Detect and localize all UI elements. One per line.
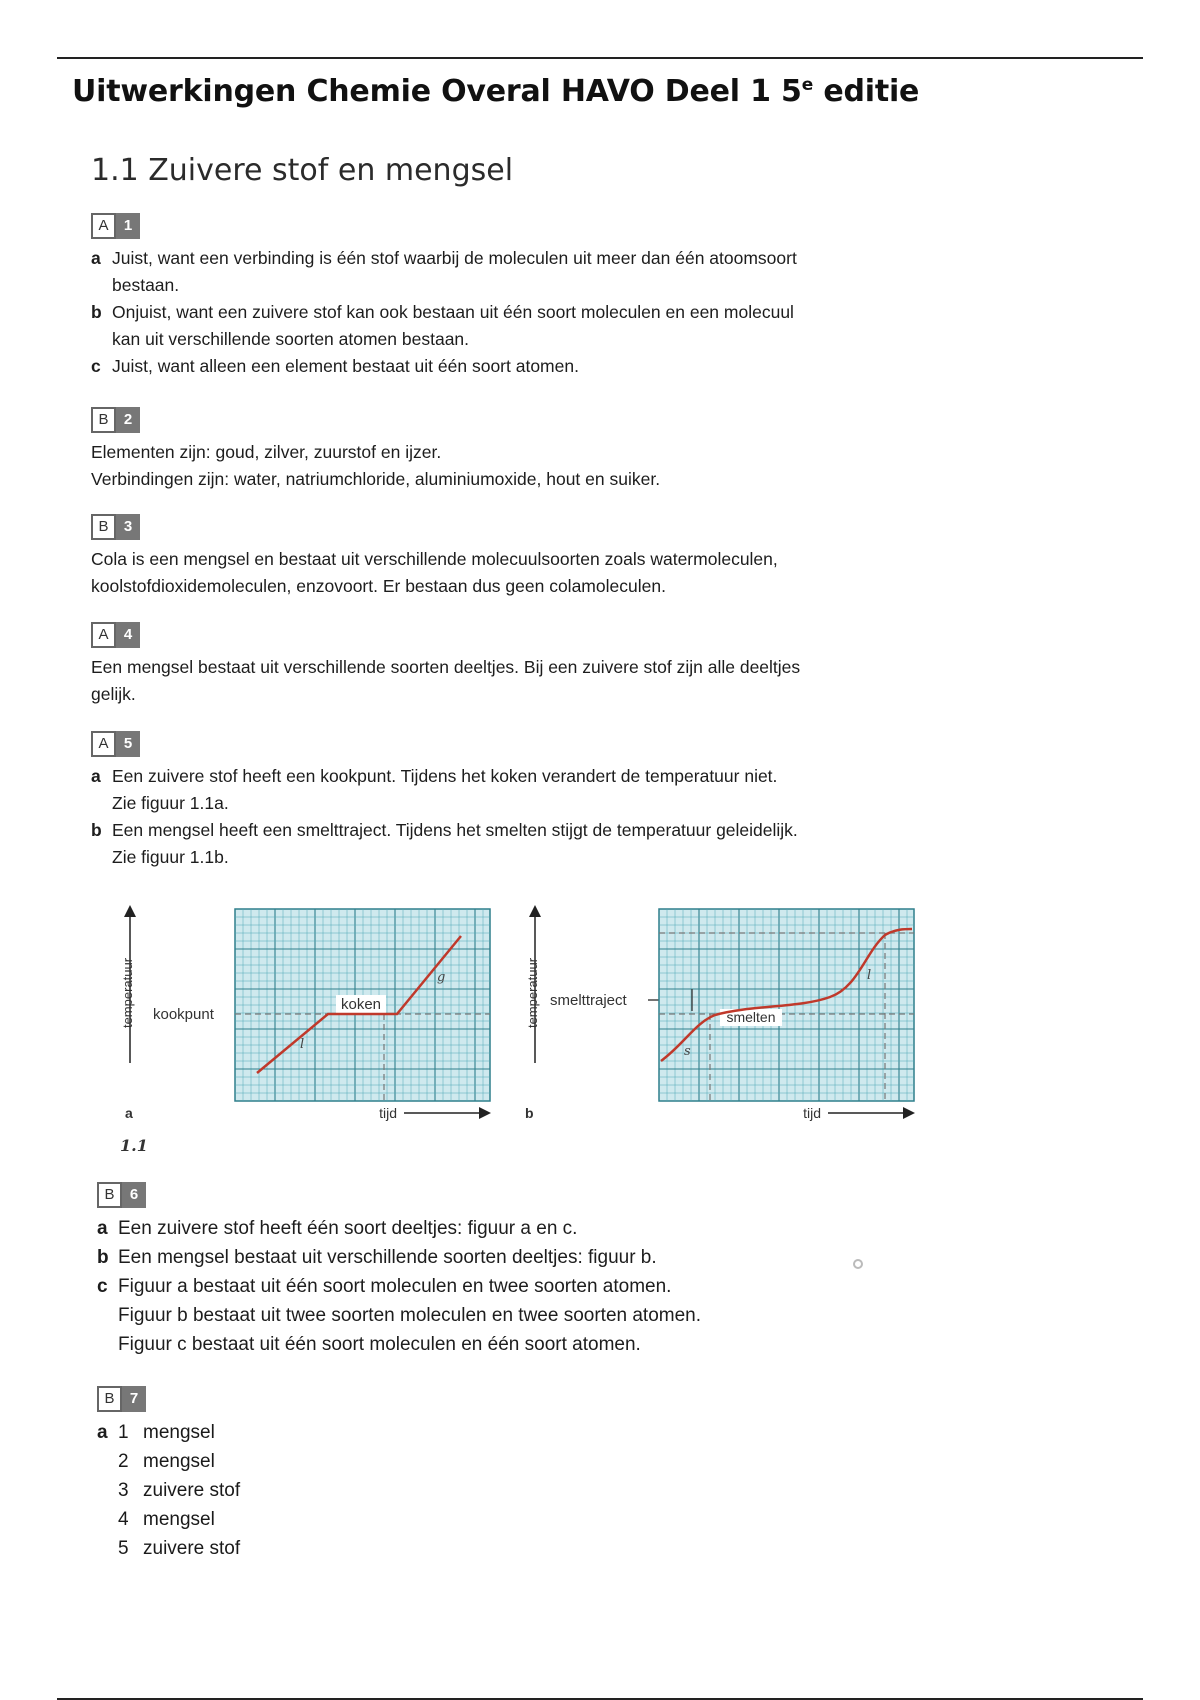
answer-line: kan uit verschillende soorten atomen bestaan. xyxy=(112,329,470,349)
exercise-number: 5 xyxy=(116,731,140,757)
answer-line: Een mengsel heeft een smelttraject. Tijdens het smelten stijgt de temperatuur geleidelijk. xyxy=(112,820,798,840)
section-title: 1.1 Zuivere stof en mengsel xyxy=(91,153,514,188)
answer-item xyxy=(91,763,798,817)
list-number: 3 xyxy=(118,1480,129,1501)
x-axis-label: tijd xyxy=(379,1105,397,1121)
answer-line: Zie figuur 1.1b. xyxy=(112,847,229,867)
answer-line: Figuur a bestaat uit één soort moleculen en twee soorten atomen. xyxy=(118,1276,672,1297)
exercise-badge xyxy=(91,731,798,757)
answer-item xyxy=(91,245,797,299)
exercise-badge xyxy=(91,407,660,433)
x-axis-label: tijd xyxy=(803,1105,821,1121)
answer-line: Cola is een mengsel en bestaat uit verschillende molecuulsoorten zoals watermoleculen, xyxy=(91,549,778,569)
item-label: c xyxy=(97,1276,108,1297)
phase-label-l: l xyxy=(300,1037,305,1052)
answer-line: Elementen zijn: goud, zilver, zuurstof en ijzer. xyxy=(91,442,442,462)
exercise-6 xyxy=(97,1182,701,1359)
answer-line: Figuur c bestaat uit één soort moleculen en één soort atomen. xyxy=(118,1334,641,1355)
phase-label-s: s xyxy=(684,1044,691,1059)
list-item xyxy=(118,1447,240,1476)
panel-b-tag: b xyxy=(525,1105,534,1121)
level-tag: B xyxy=(91,407,116,433)
item-label: b xyxy=(91,820,102,840)
exercise-7 xyxy=(97,1386,240,1563)
level-tag: A xyxy=(91,213,116,239)
answer-line: Zie figuur 1.1a. xyxy=(112,793,229,813)
exercise-badge xyxy=(97,1182,701,1208)
answer-item xyxy=(97,1272,701,1359)
phase-label-g: g xyxy=(437,970,446,985)
exercise-number: 1 xyxy=(116,213,140,239)
level-tag: A xyxy=(91,622,116,648)
answer-line: gelijk. xyxy=(91,684,136,704)
document-title: Uitwerkingen Chemie Overal HAVO Deel 1 5e editie xyxy=(72,74,920,109)
y-axis-label: temperatuur xyxy=(120,957,135,1029)
item-label: a xyxy=(97,1422,108,1443)
list-text: zuivere stof xyxy=(143,1480,241,1501)
exercise-badge xyxy=(91,213,797,239)
exercise-number: 4 xyxy=(116,622,140,648)
answer-item xyxy=(91,353,797,380)
exercise-number: 3 xyxy=(116,514,140,540)
answer-line: Figuur b bestaat uit twee soorten moleculen en twee soorten atomen. xyxy=(118,1305,702,1326)
list-number: 1 xyxy=(118,1422,129,1443)
list-item xyxy=(118,1505,240,1534)
figure-1-1 xyxy=(110,893,930,1153)
exercise-1 xyxy=(91,213,797,380)
list-text: mengsel xyxy=(143,1422,215,1443)
smelten-label: smelten xyxy=(726,1009,776,1025)
stray-dot xyxy=(853,1259,863,1269)
top-rule xyxy=(57,57,1143,59)
item-label: c xyxy=(91,356,101,376)
level-tag: B xyxy=(97,1182,122,1208)
list-item xyxy=(118,1476,240,1505)
level-tag: B xyxy=(97,1386,122,1412)
koken-label: koken xyxy=(340,996,382,1013)
answer-item xyxy=(91,817,798,871)
answer-line: Een zuivere stof heeft een kookpunt. Tijdens het koken verandert de temperatuur niet. xyxy=(112,766,778,786)
list-item xyxy=(118,1418,240,1447)
exercise-number: 7 xyxy=(122,1386,146,1412)
answer-item xyxy=(97,1418,240,1563)
answer-line: Juist, want alleen een element bestaat uit één soort atomen. xyxy=(112,356,579,376)
figure-caption: 1.1 xyxy=(120,1136,148,1153)
exercise-number: 2 xyxy=(116,407,140,433)
answer-line: Verbindingen zijn: water, natriumchloride, aluminiumoxide, hout en suiker. xyxy=(91,469,661,489)
level-tag: B xyxy=(91,514,116,540)
item-label: b xyxy=(91,302,102,322)
answer-line: Juist, want een verbinding is één stof waarbij de moleculen uit meer dan één atoomsoort xyxy=(112,248,797,268)
y-axis-label: temperatuur xyxy=(525,957,540,1029)
list-number: 4 xyxy=(118,1509,129,1530)
exercise-badge xyxy=(91,622,800,648)
panel-a-tag: a xyxy=(125,1105,133,1121)
exercise-5 xyxy=(91,731,798,871)
list-text: zuivere stof xyxy=(143,1538,241,1559)
panel-a xyxy=(120,909,490,1121)
level-tag: A xyxy=(91,731,116,757)
answer-item xyxy=(91,299,797,353)
answer-line: koolstofdioxidemoleculen, enzovoort. Er bestaan dus geen colamoleculen. xyxy=(91,576,666,596)
exercise-badge xyxy=(91,514,778,540)
exercise-badge xyxy=(97,1386,240,1412)
item-label: a xyxy=(91,248,101,268)
exercise-4 xyxy=(91,622,800,708)
list-item xyxy=(118,1534,240,1563)
answer-item xyxy=(97,1214,701,1243)
answer-line: bestaan. xyxy=(112,275,180,295)
answer-item xyxy=(97,1243,701,1272)
list-text: mengsel xyxy=(143,1451,215,1472)
phase-label-l: l xyxy=(867,968,872,983)
answer-line: Een zuivere stof heeft één soort deeltjes: figuur a en c. xyxy=(118,1218,578,1239)
answer-line: Onjuist, want een zuivere stof kan ook bestaan uit één soort moleculen en een molecuul xyxy=(112,302,794,322)
exercise-2 xyxy=(91,407,660,493)
list-number: 5 xyxy=(118,1538,129,1559)
answer-line: Een mengsel bestaat uit verschillende soorten deeltjes. Bij een zuivere stof zijn alle deeltjes xyxy=(91,657,801,677)
list-number: 2 xyxy=(118,1451,129,1472)
item-label: a xyxy=(91,766,101,786)
exercise-3 xyxy=(91,514,778,600)
kookpunt-label: kookpunt xyxy=(153,1006,214,1023)
exercise-number: 6 xyxy=(122,1182,146,1208)
list-text: mengsel xyxy=(143,1509,215,1530)
answer-line: Een mengsel bestaat uit verschillende soorten deeltjes: figuur b. xyxy=(118,1247,657,1268)
item-label: a xyxy=(97,1218,108,1239)
smelttraject-label: smelttraject xyxy=(550,992,627,1009)
item-label: b xyxy=(97,1247,109,1268)
panel-b xyxy=(525,909,914,1121)
